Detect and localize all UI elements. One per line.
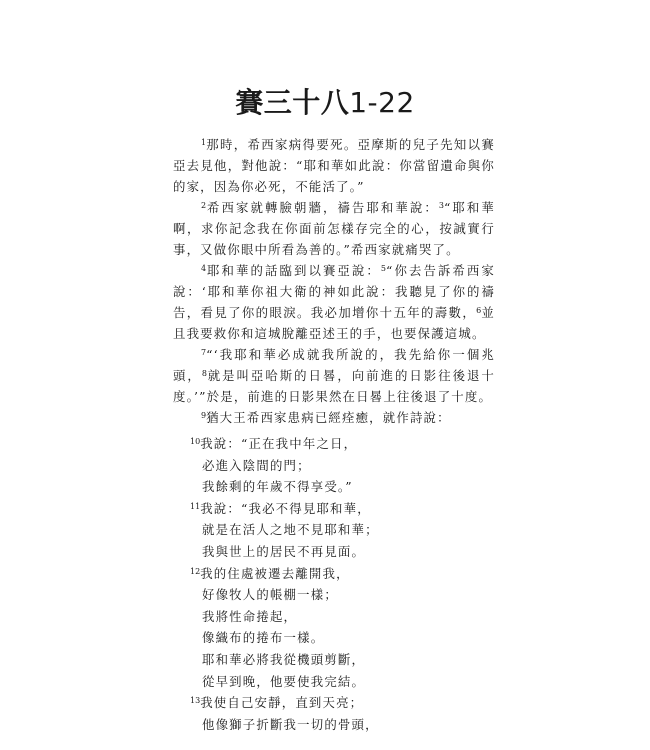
verse-number: 6 [476,306,482,315]
verse-text: “耶和華啊，求你記念我在你面前怎樣存完全的心，按誠實行事，又做你眼中所看為善的。”希西家就痛哭了。 [173,200,495,257]
verse-text: 希西家就轉臉朝牆，禱告耶和華說： [206,200,439,215]
verse-text: 耶和華的話臨到以賽亞說： [206,263,381,278]
poem-line-text: 他像獅子折斷我一切的骨頭， [202,716,379,732]
chapter-title-main: 賽三十八 [235,86,350,119]
chapter-title [0,86,650,120]
poem-line [190,433,510,455]
poem-line [202,714,510,736]
poem-line [190,692,510,714]
poem-line-text: 我使自己安靜，直到天亮； [200,695,364,711]
paragraph-verse-1 [173,134,495,197]
paragraph-verse-4 [173,260,495,344]
poem-line-text: 耶和華必將我從機頭剪斷， [202,651,366,667]
poem-line [202,671,510,693]
poem-line [202,455,510,477]
verse-number: 8 [201,369,207,378]
poem-line-text: 我說：“我必不得見耶和華， [200,500,371,516]
verse-number: 2 [201,201,207,210]
paragraph-verse-9 [173,407,495,428]
paragraph-verse-2 [173,197,495,260]
verse-number: 5 [380,264,387,273]
poem-line [202,519,510,541]
verse-number: 4 [201,264,207,273]
verse-text: 並且我要救你和這城脫離亞述王的手，也要保護這城。 [173,305,495,341]
chapter-title-verse-range: 1-22 [349,86,415,119]
verse-number: 9 [201,411,207,420]
verse-number: 3 [438,201,444,210]
verse-text: 猶大王希西家患病已經痊癒，就作詩說： [206,410,451,425]
poem-line [202,476,510,498]
poem-line [202,541,510,563]
paragraph-verse-7 [173,344,495,407]
poem-line-text: 必進入陰間的門； [202,457,311,473]
poem-line [202,649,510,671]
poem-line-text: 像織布的捲布一樣。 [202,630,325,646]
poem-line-text: 從早到晚，他要使我完結。 [202,673,366,689]
poem-line [202,584,510,606]
poem-line [202,627,510,649]
prose-section [173,134,495,428]
poem-line-text: 好像牧人的帳棚一樣； [202,587,338,603]
verse-number: 12 [190,566,201,576]
poem-line-text: 我說：“正在我中年之日， [200,436,358,451]
verse-number: 11 [190,501,201,511]
verse-number: 10 [190,437,201,446]
verse-text: 那時，希西家病得要死。亞摩斯的兒子先知以賽亞去見他，對他說：“耶和華如此說：你當留遺命與你的家，因為你必死，不能活了。” [173,137,495,194]
poem-line [190,563,510,585]
poem-line-text: 就是在活人之地不見耶和華； [202,522,379,538]
poem-line-text: 我餘剩的年歲不得享受。” [202,479,353,495]
verse-number: 13 [190,696,201,706]
poem-line-text: 我與世上的居民不再見面。 [202,543,366,559]
poem-line-text: 我的住處被遷去離開我， [200,565,350,581]
poem-line [202,606,510,628]
verse-number: 1 [201,138,207,147]
poem-line [190,498,510,520]
verse-number: 7 [201,348,207,357]
verse-text: 就是叫亞哈斯的日晷，向前進的日影往後退十度。’”於是，前進的日影果然在日晷上往後退了十度。 [173,368,495,404]
verse-text: “‘我耶和華必成就我所說的，我先給你一個兆頭， [173,347,495,383]
poem-line-text: 我將性命捲起， [202,608,298,624]
verse-text: “你去告訴希西家說：‘耶和華你祖大衛的神如此說：我聽見了你的禱告，看見了你的眼淚。我必加增你十五年的壽數， [173,263,496,320]
poem-section [190,433,510,735]
